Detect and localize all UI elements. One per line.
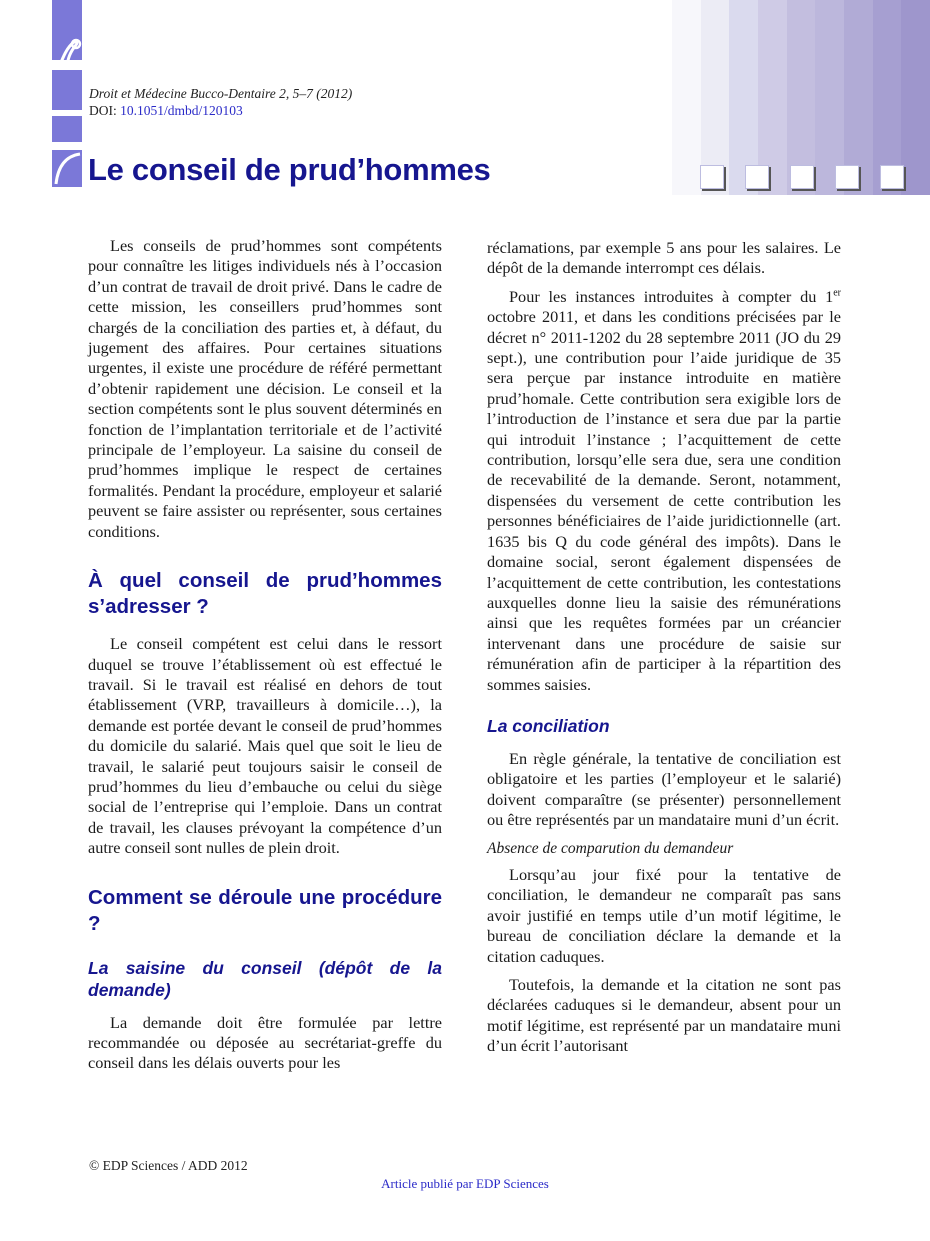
left-column [88, 236, 442, 1082]
logo-swoosh-icon [52, 150, 82, 187]
saisine-paragraph: La demande doit être formulée par lettre recommandée ou déposée au secrétariat-greffe du conseil dans les délais ouverts pour les [88, 1012, 442, 1073]
doi-link[interactable]: 10.1051/dmbd/120103 [120, 103, 243, 118]
instances-paragraph: Pour les instances introduites à compter du 1er octobre 2011, et dans les conditions précisées par le décret n° 2011-1202 du 28 septembre 2011 (JO du 29 sept.), une contribution pour l’aide juridique de 35 sera perçue par instance introduite en matière prud’homale. Cette contribution sera exigible lors de l’introduction de l’instance et sera due par la partie qui introduit l’instance ; l’acquittement de cette contribution, lorsqu’elle sera due, sera une condition de recevabilité de la demande. Seront, notamment, dispensées du versement de cette contribution les personnes bénéficiaires de l’aide juridictionnelle (art. 1635 bis Q du code général des impôts). Dans le domaine social, seront également dispensées de l’acquittement de cette contribution, les contestations auxquelles donne lieu la saisie des rémunérations ainsi que les requêtes formées par un créancier intervenant dans une procédure de saisie sur rémunération afin de participer à la répartition des sommes saisies. [487, 286, 841, 694]
toutefois-paragraph: Toutefois, la demande et la citation ne sont pas déclarées caduques si le demandeur, absent pour un motif légitime, est représenté par un mandataire muni d’un écrit l’autorisant [487, 975, 841, 1056]
logo-block-low [52, 116, 82, 142]
journal-logo [52, 0, 82, 187]
subheading-absence: Absence de comparution du demandeur [487, 839, 734, 857]
square-2 [745, 165, 769, 189]
intro-paragraph: Les conseils de prud’hommes sont compétents pour connaître les litiges individuels nés à l’occasion d’un contrat de travail de droit privé. Dans le cadre de cette mission, les conseillers prud’hommes sont chargés de la conciliation des parties et, à défaut, du jugement des affaires. Pour certaines situations urgentes, il existe une procédure de référé permettant d’obtenir rapidement une décision. Le conseil et la section compétents sont le plus souvent déterminés en fonction de l’implantation territoriale et de l’activité principale de l’employeur. La saisine du conseil de prud’hommes implique le respect de certaines formalités. Pendant la procédure, employeur et salarié peuvent se faire assister ou représenter, sous certaines conditions. [88, 236, 442, 541]
logo-block-mid [52, 70, 82, 110]
header-squares [700, 165, 930, 195]
quel-conseil-paragraph: Le conseil compétent est celui dans le ressort duquel se trouve l’établissement où est effectué le travail. Si le travail est réalisé en dehors de tout établissement (VRP, travailleurs à domicile…), la demande est portée devant le conseil de prud’hommes du domicile du salarié. Mais quel que soit le lieu de travail, le salarié peut toujours saisir le conseil de prud’hommes du lieu d’embauche ou celui du siège social de l’entreprise qui l’emploie. Dans un contrat de travail, les clauses prévoyant la compétence d’un autre conseil sont nulles de plein droit. [88, 634, 442, 858]
saisine-paragraph-continued: réclamations, par exemple 5 ans pour les salaires. Le dépôt de la demande interrompt ces délais. [487, 238, 841, 278]
doi-label: DOI: [89, 103, 117, 118]
subheading-conciliation: La conciliation [487, 715, 610, 736]
section-heading-procedure: Comment se déroule une procédure ? [88, 885, 442, 935]
square-4 [835, 165, 859, 189]
journal-citation: Droit et Médecine Bucco-Dentaire 2, 5–7 (2012) [89, 86, 353, 101]
stripe-1 [672, 0, 701, 195]
square-3 [790, 165, 814, 189]
square-5 [880, 165, 904, 189]
published-by-link[interactable]: Article publié par EDP Sciences [381, 1176, 549, 1191]
section-heading-quel-conseil: À quel conseil de prud’hommes s’adresser ? [88, 569, 442, 619]
subheading-saisine: La saisine du conseil (dépôt de la demande) [88, 957, 442, 1000]
right-column [487, 238, 841, 1065]
tooth-logo-icon [52, 30, 82, 72]
doi-line [89, 103, 243, 119]
conciliation-paragraph: En règle générale, la tentative de conciliation est obligatoire et les parties (l’employeur et le salarié) doivent comparaître (se présenter) personnellement ou être représentés par un mandataire muni d’un écrit. [487, 748, 841, 830]
article-title: Le conseil de prud’hommes [88, 152, 491, 187]
copyright: © EDP Sciences / ADD 2012 [89, 1158, 248, 1173]
absence-paragraph: Lorsqu’au jour fixé pour la tentative de conciliation, le demandeur ne comparaît pas sans avoir justifié en temps utile d’un motif légitime, le bureau de conciliation déclare la demande et la citation caduques. [487, 864, 841, 966]
square-1 [700, 165, 724, 189]
